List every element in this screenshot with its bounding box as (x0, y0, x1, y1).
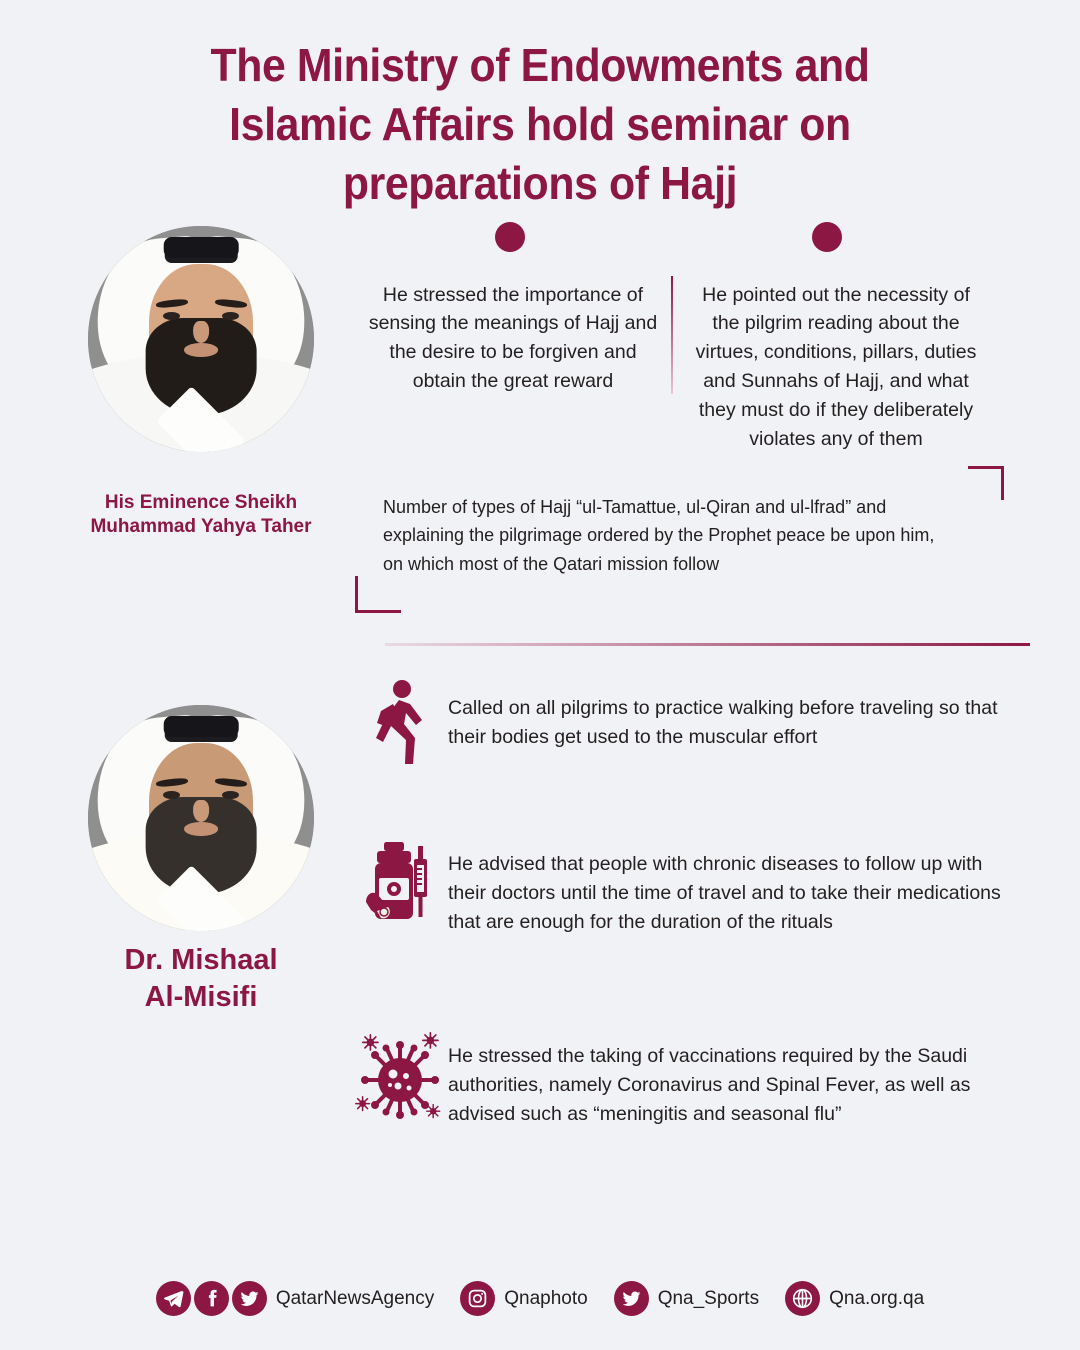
sheikh-name (60, 491, 342, 540)
sheikh-name-line-2: Muhammad Yahya Taher (90, 516, 312, 538)
social-group-qna-sports (614, 1281, 759, 1316)
social-footer (0, 1281, 1080, 1316)
title-line-2: Islamic Affairs hold seminar on (229, 97, 851, 150)
sheikh-bracket-note: Number of types of Hajj “ul-Tamattue, ul-Qiran and ul-lfrad” and explaining the pilgrimage ordered by the Prophet peace be upon him, on which most of the Qatari mission follow (383, 496, 935, 574)
sheikh-point-1: He stressed the importance of sensing the meanings of Hajj and the desire to be forgiven and obtain the great reward (368, 283, 658, 393)
sheikh-name-line-1: His Eminence Sheikh (104, 491, 298, 513)
title-line-3: preparations of Hajj (342, 156, 738, 209)
bullet-dot-icon (812, 222, 842, 252)
section-doctor (0, 680, 1080, 1240)
doctor-name-line-1: Dr. Mishaal (124, 943, 278, 976)
social-group-qatarnewsagency (156, 1281, 434, 1316)
page-title (0, 0, 1080, 213)
section-divider (385, 643, 1030, 646)
telegram-icon[interactable] (156, 1281, 191, 1316)
doctor-point-row (352, 840, 1012, 938)
doctor-name-line-2: Al-Misifi (144, 981, 258, 1014)
doctor-point-row (352, 680, 1012, 766)
avatar-dr-mishaal-al-misifi (88, 705, 314, 931)
social-group-qnaphoto (460, 1281, 587, 1316)
bullet-dot-icon (495, 222, 525, 252)
social-label[interactable]: Qnaphoto (504, 1287, 588, 1309)
avatar-sheikh-muhammad-yahya-taher (88, 226, 314, 452)
bracket-corner-bottom-left (355, 576, 401, 613)
doctor-point-1-text: Called on all pilgrims to practice walking before traveling so that their bodies get used to the muscular effort (448, 696, 998, 748)
virus-icon (352, 1030, 448, 1122)
bracket-corner-top-right (968, 466, 1004, 500)
social-label[interactable]: QatarNewsAgency (275, 1287, 435, 1309)
instagram-icon[interactable] (460, 1281, 495, 1316)
title-line-1: The Ministry of Endowments and (210, 39, 870, 91)
globe-icon[interactable] (785, 1281, 820, 1316)
doctor-point-row (352, 1030, 1012, 1130)
section-sheikh (0, 213, 1080, 633)
doctor-point-2-text: He advised that people with chronic diseases to follow up with their doctors until the time of travel and to take their medications that are enough for the duration of the rituals (448, 852, 1001, 934)
facebook-icon[interactable] (194, 1281, 229, 1316)
doctor-point-3-text: He stressed the taking of vaccinations required by the Saudi authorities, namely Coronavirus and Spinal Fever, as well as advised such as “meningitis and seasonal flu” (448, 1044, 971, 1126)
sheikh-point-2: He pointed out the necessity of the pilgrim reading about the virtues, conditions, pillars, duties and Sunnahs of Hajj, and what they must do if they deliberately violates any of them (695, 283, 977, 450)
doctor-name (60, 942, 342, 1017)
twitter-icon[interactable] (614, 1281, 649, 1316)
medicine-bottle-syringe-icon (352, 840, 448, 922)
twitter-icon[interactable] (232, 1281, 267, 1316)
walking-person-icon (352, 680, 448, 766)
social-label[interactable]: Qna.org.qa (829, 1287, 925, 1309)
social-group-website (785, 1281, 924, 1316)
social-label[interactable]: Qna_Sports (657, 1287, 760, 1309)
vertical-divider (671, 276, 673, 394)
